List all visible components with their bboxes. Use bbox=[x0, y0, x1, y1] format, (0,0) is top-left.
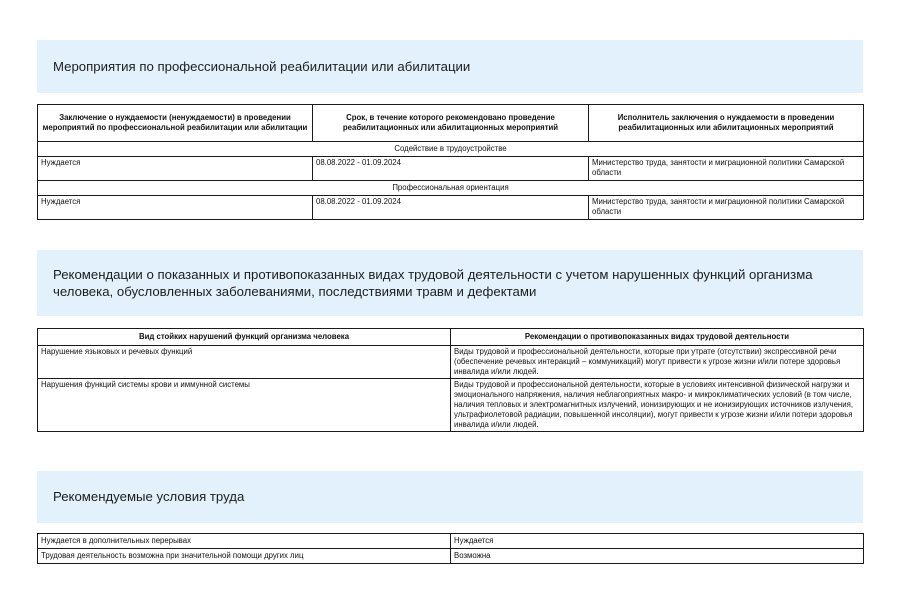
section-title-text: Рекомендации о показанных и противопоказанных видах трудовой деятельности с учетом нарушенных функций организма человека, обусловленных заболеваниями, последствиями травм и дефектами bbox=[53, 266, 813, 299]
table-header-row bbox=[38, 329, 864, 346]
recommendation-cell: Виды трудовой и профессиональной деятельности, которые в условиях интенсивной физической нагрузки и эмоционального напряжения, наличия неблагоприятных макро- и микроклиматических условий (в том числе, наличия тепловых и электромагнитных излучений, ионизирующих и не ионизирующих источников излучения, ультрафиолетовой радиации, повышенной инсоляции), могут привести к угрозе жизни и/или потери здоровья инвалида и/или людей. bbox=[451, 379, 864, 432]
rehabilitation-table bbox=[37, 104, 864, 220]
condition-cell: Нуждается в дополнительных перерывах bbox=[38, 534, 451, 549]
table-header-row bbox=[38, 105, 864, 142]
executor-cell: Министерство труда, занятости и миграционной политики Самарской области bbox=[589, 196, 864, 220]
recommendation-cell: Виды трудовой и профессиональной деятельности, которые при утрате (отсутствии) экспрессивной речи (обеспечение речевых интеракций – коммуникаций) могут привести к угрозе жизни и/или потере здоровья инвалида и/или людей. bbox=[451, 346, 864, 379]
period-cell: 08.08.2022 - 01.09.2024 bbox=[313, 157, 589, 181]
impairment-cell: Нарушения функций системы крови и иммунной системы bbox=[38, 379, 451, 432]
executor-cell: Министерство труда, занятости и миграционной политики Самарской области bbox=[589, 157, 864, 181]
work-conditions-table bbox=[37, 533, 864, 564]
group-name-employment: Содействие в трудоустройстве bbox=[38, 142, 864, 157]
table-row bbox=[38, 196, 864, 220]
table-row bbox=[38, 346, 864, 379]
section-title-text: Рекомендуемые условия труда bbox=[53, 489, 245, 505]
column-header-recommendation: Рекомендации о противопоказанных видах трудовой деятельности bbox=[451, 329, 864, 346]
column-header-period: Срок, в течение которого рекомендовано проведение реабилитационных или абилитационных мероприятий bbox=[313, 105, 589, 142]
group-name-orientation: Профессиональная ориентация bbox=[38, 181, 864, 196]
group-row bbox=[38, 181, 864, 196]
impairment-cell: Нарушение языковых и речевых функций bbox=[38, 346, 451, 379]
section-title-work-conditions bbox=[37, 471, 863, 523]
condition-value-cell: Возможна bbox=[451, 549, 864, 564]
section-title-work-recommendations bbox=[37, 250, 863, 316]
table-row bbox=[38, 549, 864, 564]
need-cell: Нуждается bbox=[38, 196, 313, 220]
condition-cell: Трудовая деятельность возможна при значительной помощи других лиц bbox=[38, 549, 451, 564]
column-header-executor: Исполнитель заключения о нуждаемости в проведении реабилитационных или абилитационных мероприятий bbox=[589, 105, 864, 142]
need-cell: Нуждается bbox=[38, 157, 313, 181]
group-row bbox=[38, 142, 864, 157]
table-row bbox=[38, 534, 864, 549]
period-cell: 08.08.2022 - 01.09.2024 bbox=[313, 196, 589, 220]
column-header-impairment: Вид стойких нарушений функций организма человека bbox=[38, 329, 451, 346]
table-row bbox=[38, 157, 864, 181]
condition-value-cell: Нуждается bbox=[451, 534, 864, 549]
column-header-need: Заключение о нуждаемости (ненуждаемости) в проведении мероприятий по профессиональной реабилитации или абилитации bbox=[38, 105, 313, 142]
table-row bbox=[38, 379, 864, 432]
work-recommendations-table bbox=[37, 328, 864, 432]
section-title-text: Мероприятия по профессиональной реабилитации или абилитации bbox=[53, 58, 471, 74]
section-title-rehabilitation bbox=[37, 40, 863, 93]
